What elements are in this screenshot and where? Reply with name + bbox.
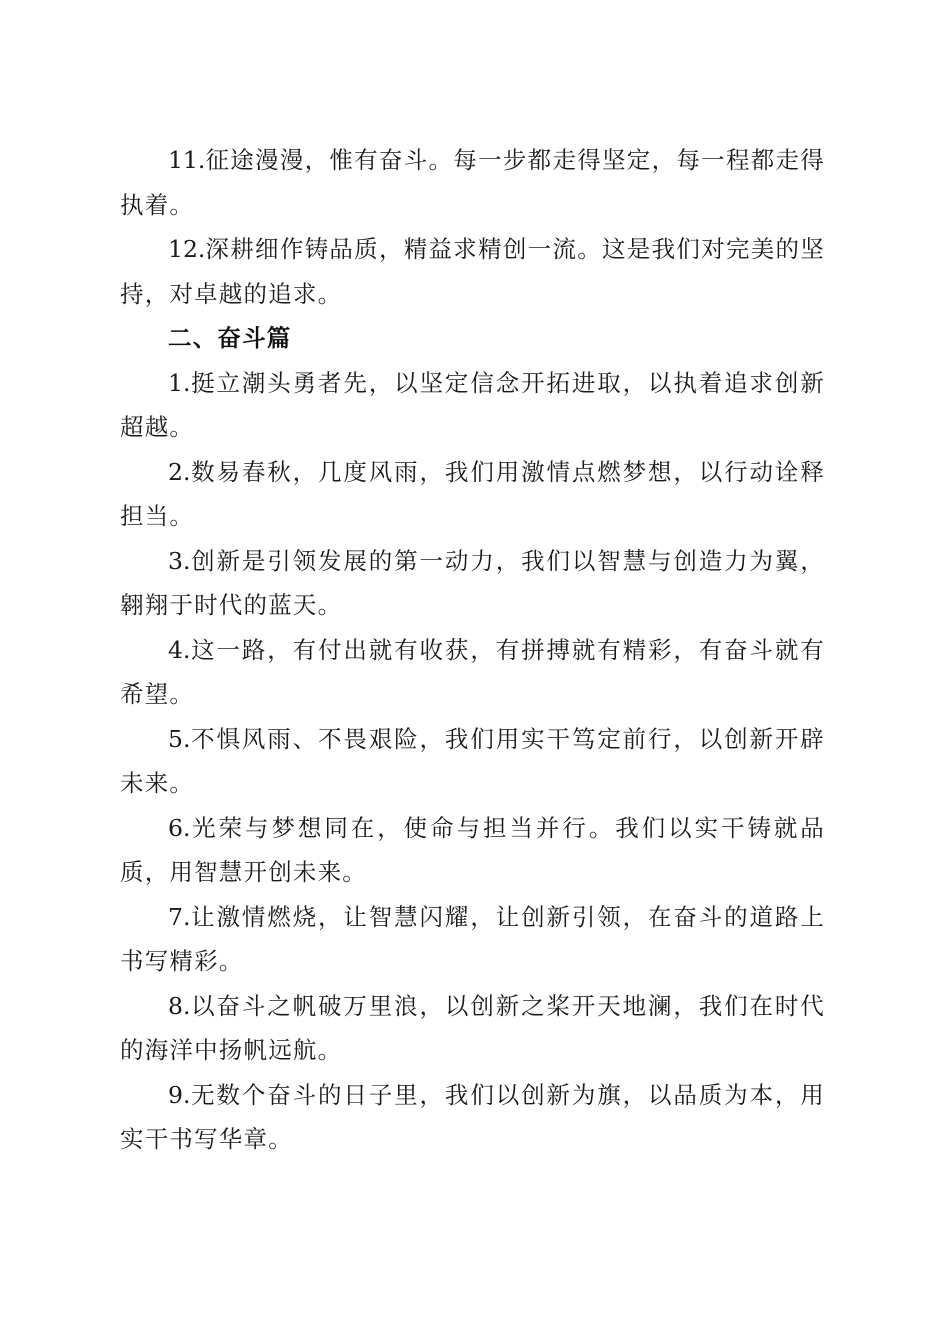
paragraph-6 [120,806,825,895]
paragraph-text: 这一路，有付出就有收获，有拼搏就有精彩，有奋斗就有希望。 [120,635,825,708]
document-body [120,138,825,1162]
paragraph-text: 数易春秋，几度风雨，我们用激情点燃梦想，以行动诠释担当。 [120,457,825,530]
paragraph-2 [120,450,825,539]
paragraph-number: 3. [168,546,191,575]
paragraph-text: 让激情燃烧，让智慧闪耀，让创新引领，在奋斗的道路上书写精彩。 [120,902,825,975]
paragraph-number: 2. [168,457,191,486]
paragraph-5 [120,717,825,806]
paragraph-number: 9. [168,1080,191,1109]
paragraph-number: 11. [168,146,206,174]
paragraph-number: 1. [168,368,191,397]
section-heading: 二、奋斗篇 [168,324,292,352]
paragraph-9 [120,1073,825,1162]
paragraph-text: 无数个奋斗的日子里，我们以创新为旗，以品质为本，用实干书写华章。 [120,1080,825,1153]
paragraph-text: 创新是引领发展的第一动力，我们以智慧与创造力为翼，翱翔于时代的蓝天。 [120,546,825,619]
paragraph-number: 7. [168,902,191,931]
paragraph-text: 深耕细作铸品质，精益求精创一流。这是我们对完美的坚持，对卓越的追求。 [120,235,825,308]
paragraph-8 [120,984,825,1073]
paragraph-text: 征途漫漫，惟有奋斗。每一步都走得坚定，每一程都走得执着。 [120,146,825,219]
paragraph-number: 5. [168,724,191,753]
paragraph-7 [120,895,825,984]
paragraph-number: 6. [168,813,191,842]
paragraph-3 [120,539,825,628]
paragraph-12 [120,227,825,316]
paragraph-11 [120,138,825,227]
paragraph-number: 4. [168,635,191,664]
paragraph-text: 挺立潮头勇者先，以坚定信念开拓进取，以执着追求创新超越。 [120,368,825,441]
paragraph-text: 不惧风雨、不畏艰险，我们用实干笃定前行，以创新开辟未来。 [120,724,825,797]
paragraph-4 [120,628,825,717]
paragraph-number: 8. [168,991,191,1020]
paragraph-1 [120,361,825,450]
paragraph-text: 光荣与梦想同在，使命与担当并行。我们以实干铸就品质，用智慧开创未来。 [120,813,825,886]
paragraph-text: 以奋斗之帆破万里浪，以创新之桨开天地澜，我们在时代的海洋中扬帆远航。 [120,991,825,1064]
paragraph-number: 12. [168,235,206,263]
